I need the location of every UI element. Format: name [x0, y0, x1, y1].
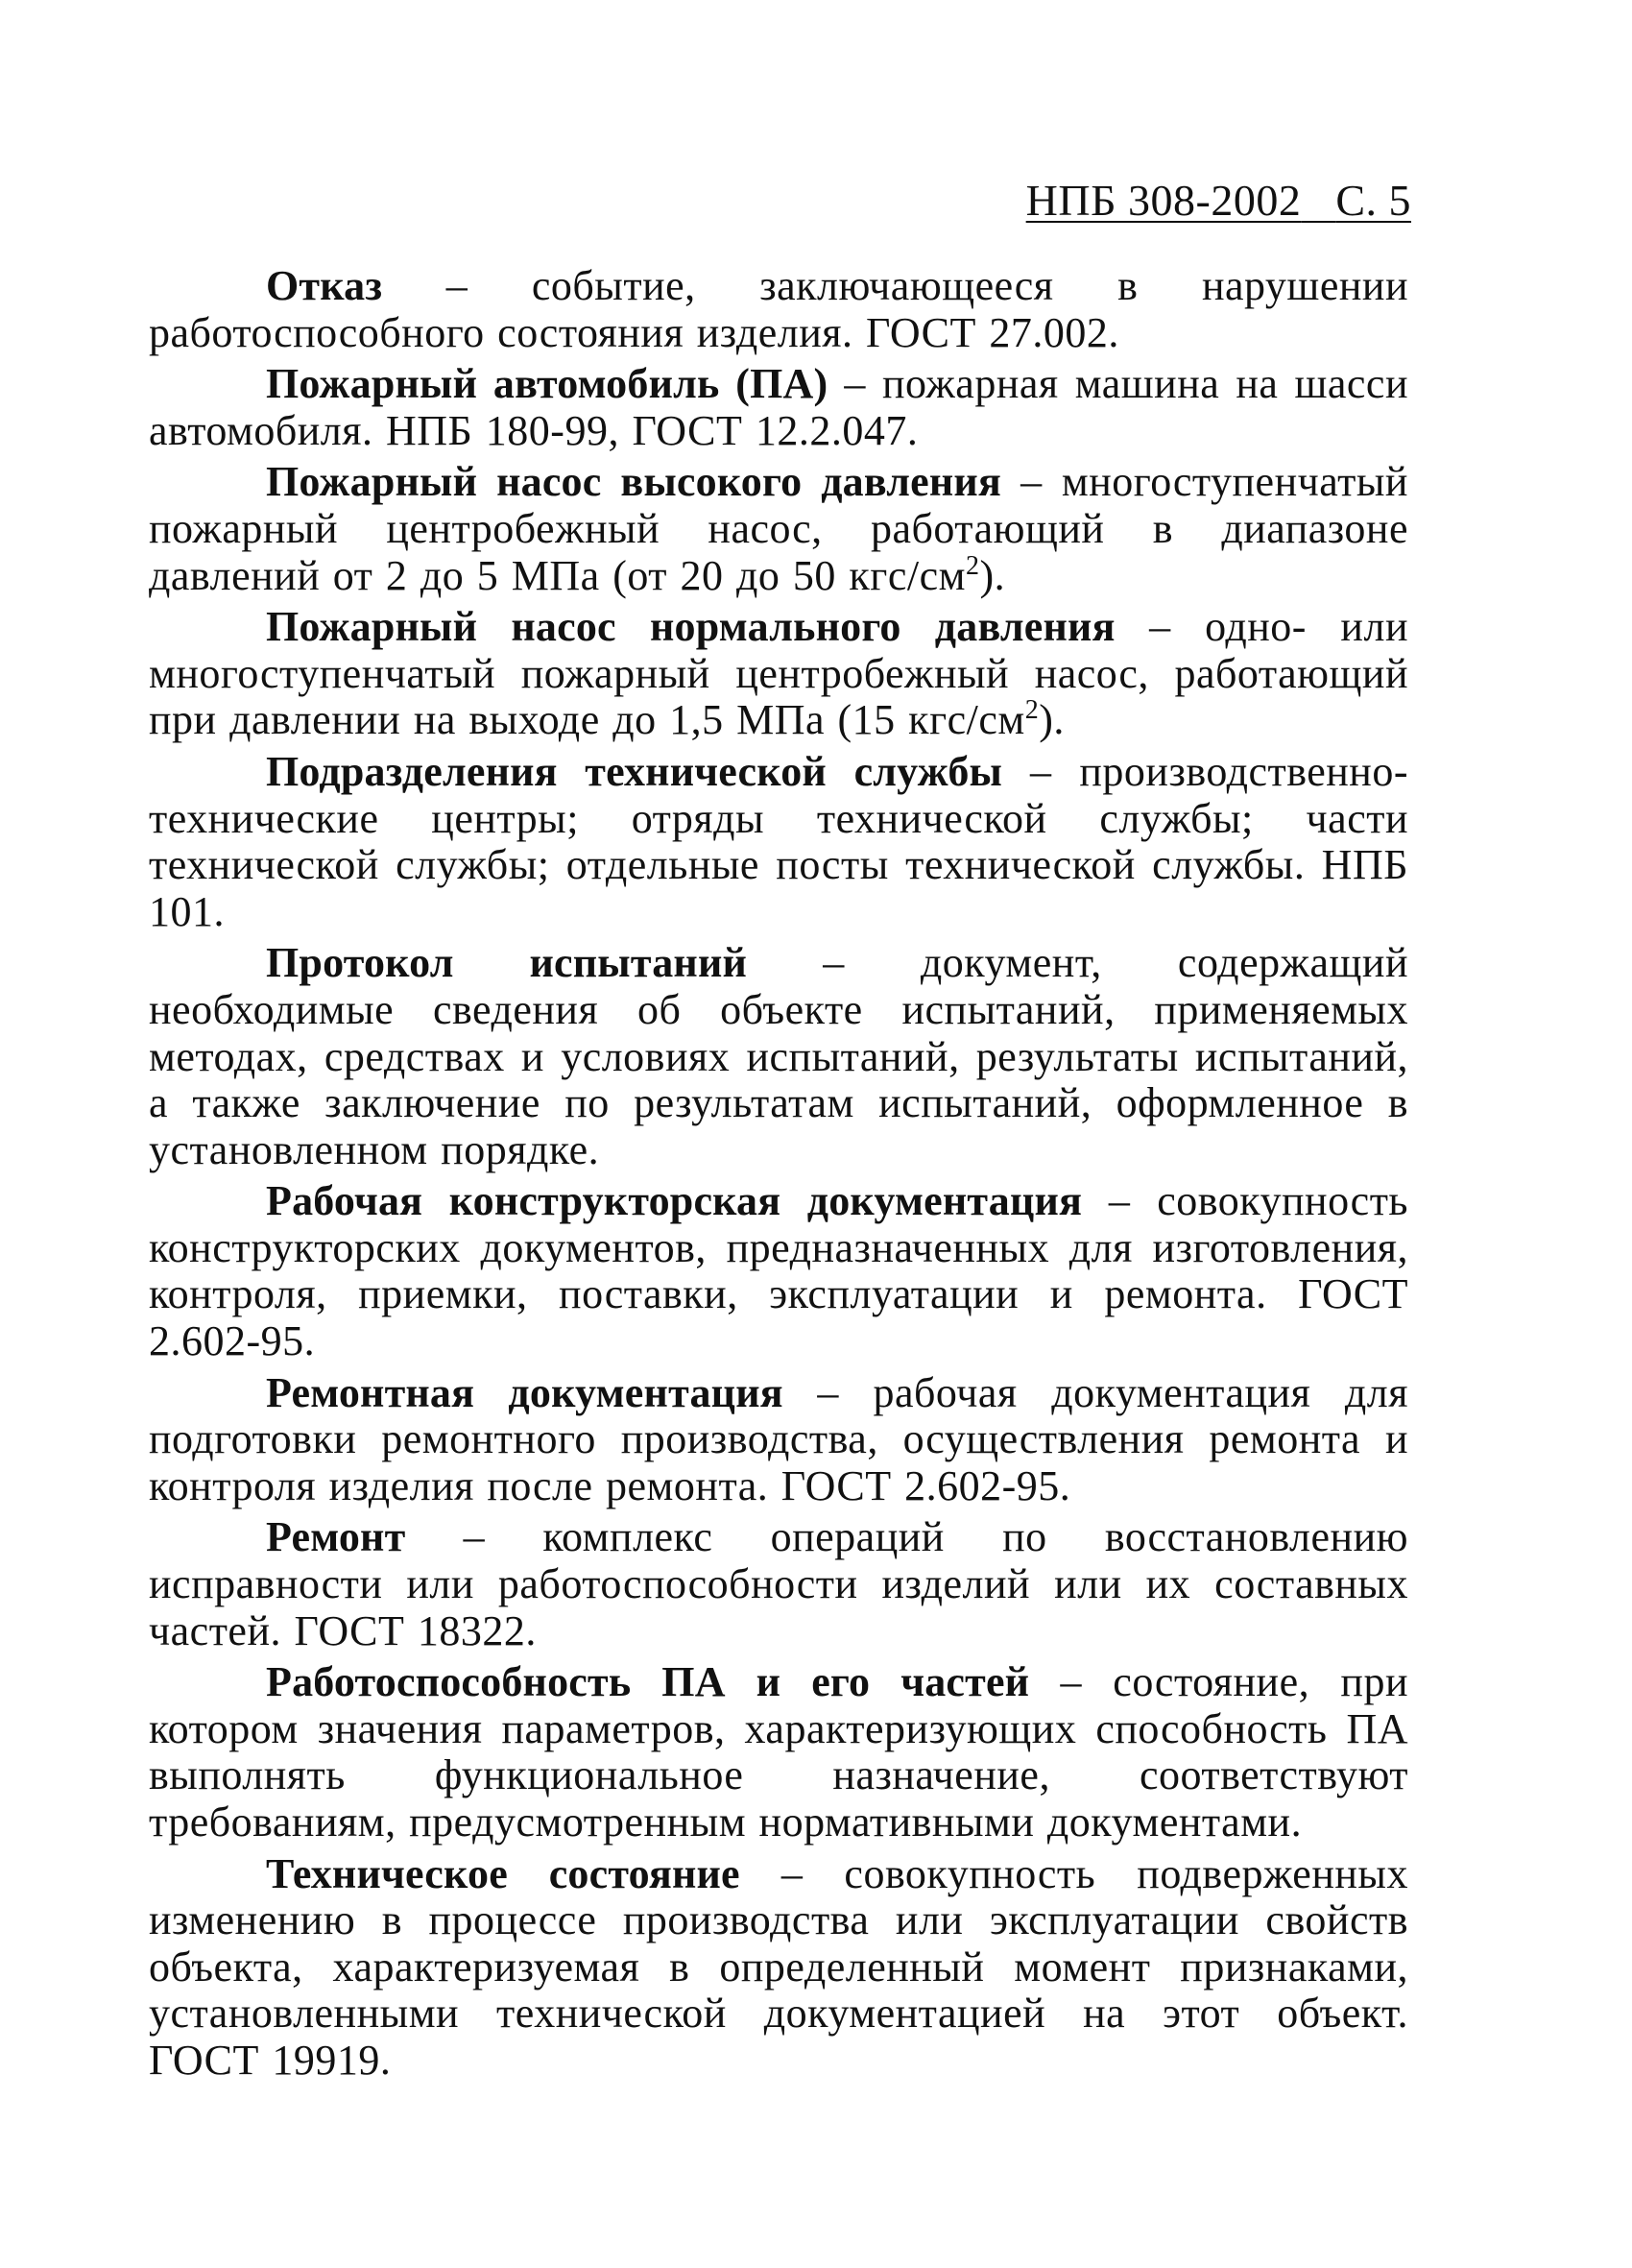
definition-operability: [149, 1659, 1408, 1846]
term-name: Подразделения технической службы: [266, 747, 1003, 795]
definition-technical-service-units: [149, 749, 1408, 935]
term-name: Протокол испытаний: [266, 939, 748, 987]
term-name: Пожарный насос нормального давления: [266, 603, 1116, 651]
superscript: 2: [1024, 695, 1040, 726]
term-definition-tail: ).: [1039, 696, 1065, 744]
definition-high-pressure-pump: [149, 459, 1408, 599]
term-name: Пожарный автомобиль (ПА): [266, 360, 828, 408]
term-definition: – комплекс операций по восстановлению исправности или работоспособности изделий или их составных частей. ГОСТ 18322.: [149, 1513, 1408, 1654]
term-name: Ремонт: [266, 1513, 406, 1561]
term-name: Рабочая конструкторская документация: [266, 1177, 1083, 1225]
term-definition: – одно- или многоступенчатый пожарный центробежный насос, работающий при давлении на выходе до 1,5 МПа (15 кгс/см: [149, 603, 1408, 744]
term-name: Техническое состояние: [266, 1849, 740, 1897]
term-definition: – рабочая документация для подготовки ремонтного производства, осуществления ремонта и контроля изделия после ремонта. ГОСТ 2.602-95.: [149, 1368, 1408, 1509]
term-definition: – пожарная машина на шасси автомобиля. НПБ 180-99, ГОСТ 12.2.047.: [149, 360, 1408, 454]
superscript: 2: [965, 550, 980, 581]
definition-repair: [149, 1514, 1408, 1654]
term-name: Отказ: [266, 262, 383, 309]
definition-technical-condition: [149, 1851, 1408, 2085]
definition-working-design-documentation: [149, 1178, 1408, 1364]
term-definition-tail: ).: [979, 551, 1006, 599]
definitions-list: [149, 263, 1408, 2089]
term-name: Работоспособность ПА и его частей: [266, 1658, 1030, 1706]
page-number: С. 5: [1335, 176, 1411, 225]
term-definition: – состояние, при котором значения параметров, характеризующих способность ПА выполнять функциональное назначение, соответствуют требованиям, предусмотренным нормативными документами.: [149, 1658, 1408, 1846]
term-name: Ремонтная документация: [266, 1368, 783, 1416]
term-definition: – совокупность конструкторских документов, предназначенных для изготовления, контроля, приемки, поставки, эксплуатации и ремонта. ГОСТ 2.602-95.: [149, 1177, 1408, 1365]
definition-normal-pressure-pump: [149, 604, 1408, 744]
definition-test-report: [149, 940, 1408, 1173]
term-definition: – документ, содержащий необходимые сведения об объекте испытаний, применяемых методах, средствах и условиях испытаний, результаты испытаний, а также заключение по результатам испытаний, оформленное в установленном порядке.: [149, 939, 1409, 1173]
page-header: [1025, 176, 1411, 225]
definition-fire-vehicle: [149, 361, 1408, 454]
term-definition: – многоступенчатый пожарный центробежный насос, работающий в диапазоне давлений от 2 до 5 МПа (от 20 до 50 кгс/см: [149, 458, 1408, 599]
definition-repair-documentation: [149, 1370, 1408, 1510]
definition-otkaz: [149, 263, 1408, 356]
term-definition: – производственно-технические центры; отряды технической службы; части технической службы; отдельные посты технической службы. НПБ 101.: [149, 747, 1409, 935]
term-definition: – событие, заключающееся в нарушении работоспособного состояния изделия. ГОСТ 27.002.: [149, 262, 1408, 356]
term-name: Пожарный насос высокого давления: [266, 458, 1001, 506]
document-number: НПБ 308-2002: [1025, 176, 1302, 225]
term-definition: – совокупность подверженных изменению в процессе производства или эксплуатации свойств объекта, характеризуемая в определенный момент признаками, установленными технической документацией на этот объект. ГОСТ 19919.: [149, 1849, 1408, 2084]
